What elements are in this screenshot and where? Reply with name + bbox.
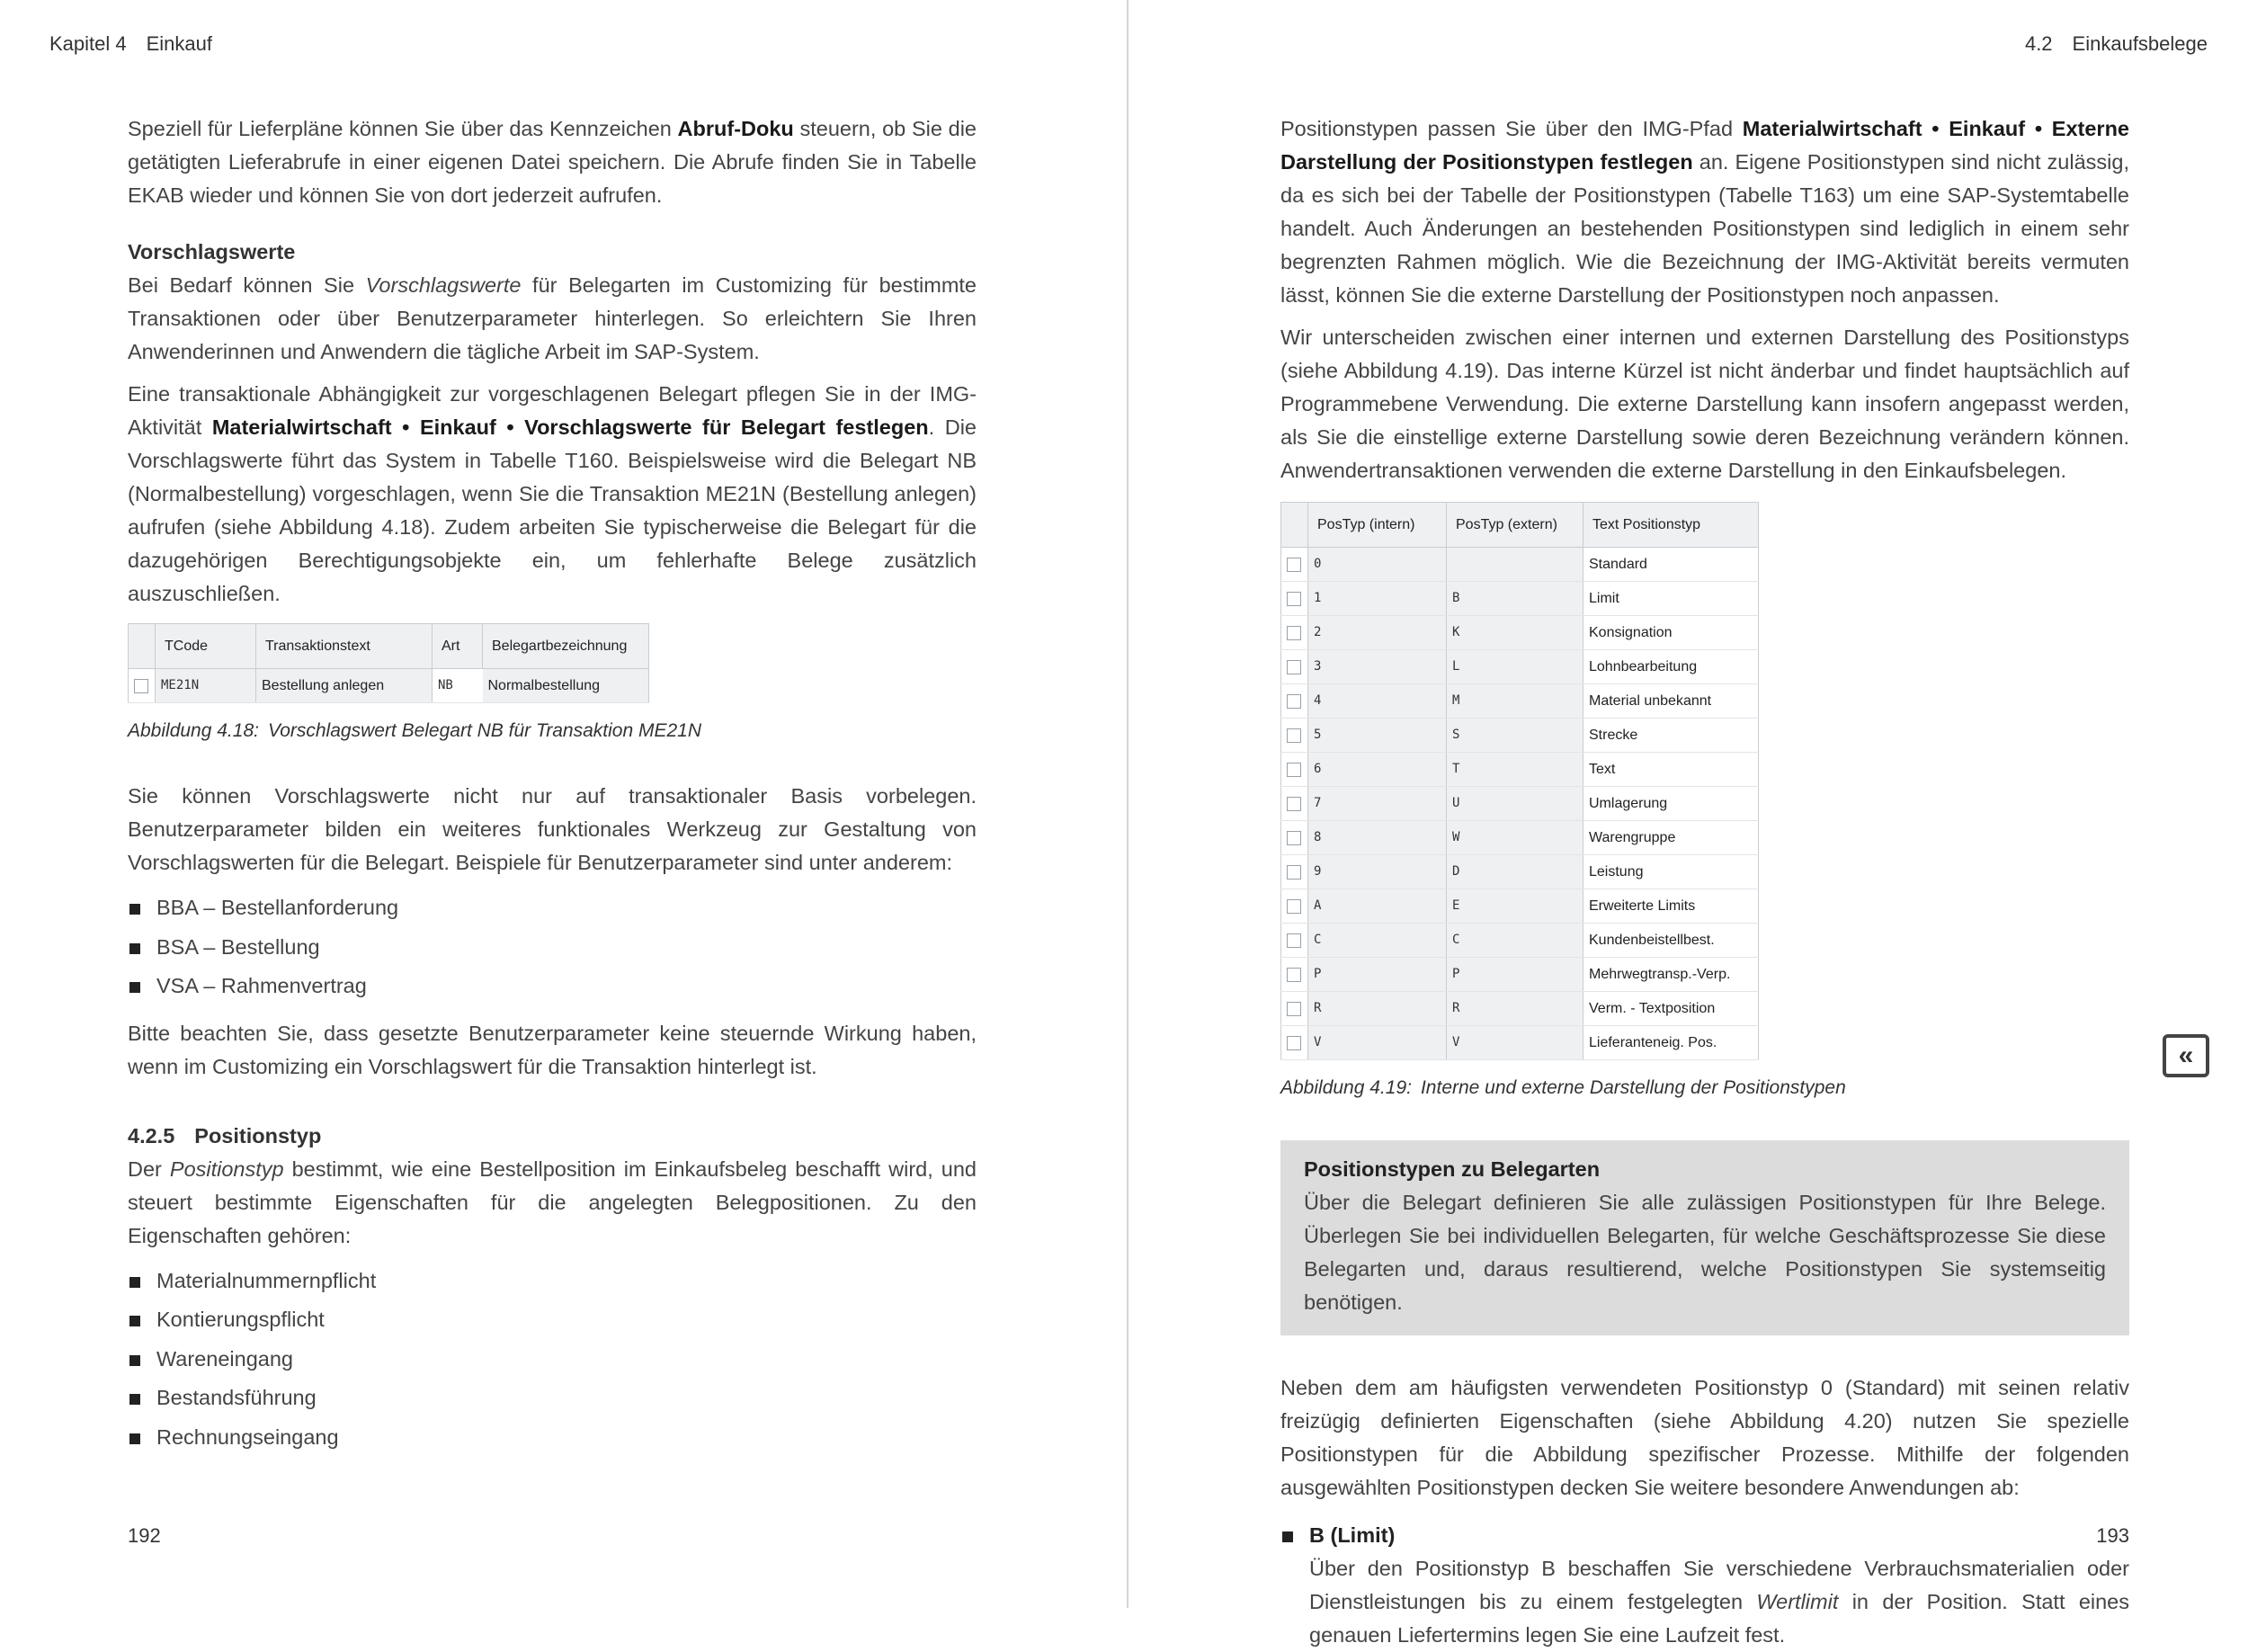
definition-term: B (Limit) xyxy=(1280,1519,2129,1552)
row-selector[interactable] xyxy=(1281,548,1308,582)
row-selector[interactable] xyxy=(1281,958,1308,992)
table-row[interactable] xyxy=(1281,787,1759,821)
running-head-left xyxy=(49,32,232,56)
column-header: Belegartbezeichnung xyxy=(483,624,649,669)
figure-caption: Abbildung 4.19: Interne und externe Darstellung der Positionstypen xyxy=(1280,1077,1846,1098)
column-header: PosTyp (intern) xyxy=(1308,503,1447,548)
table-cell: Strecke xyxy=(1583,719,1759,753)
table-cell: 0 xyxy=(1308,548,1447,582)
table-cell: Bestellung anlegen xyxy=(256,669,433,703)
list-item: VSA – Rahmenvertrag xyxy=(128,967,977,1006)
row-selector[interactable] xyxy=(129,669,156,703)
table-cell: ME21N xyxy=(156,669,256,703)
list-item: Materialnummernpflicht xyxy=(128,1262,977,1301)
page-gutter xyxy=(1127,0,1128,1608)
table-cell: T xyxy=(1447,753,1583,787)
checkbox-icon[interactable] xyxy=(1287,1002,1301,1016)
list-item: Bestandsführung xyxy=(128,1379,977,1418)
checkbox-icon[interactable] xyxy=(1287,933,1301,948)
table-cell: Standard xyxy=(1583,548,1759,582)
list-item: BSA – Bestellung xyxy=(128,928,977,968)
page-number: 193 xyxy=(2096,1524,2129,1547)
table-cell: M xyxy=(1447,684,1583,719)
bullet-list xyxy=(128,889,977,1006)
select-column-header xyxy=(1281,503,1308,548)
row-selector[interactable] xyxy=(1281,924,1308,958)
checkbox-icon[interactable] xyxy=(1287,660,1301,674)
table-cell: S xyxy=(1447,719,1583,753)
table-cell: Umlagerung xyxy=(1583,787,1759,821)
table-row[interactable] xyxy=(1281,992,1759,1026)
checkbox-icon[interactable] xyxy=(1287,763,1301,777)
table-cell: V xyxy=(1447,1026,1583,1060)
table-cell: D xyxy=(1447,855,1583,889)
table-row[interactable] xyxy=(1281,1026,1759,1060)
paragraph: Der Positionstyp bestimmt, wie eine Bestellposition im Einkaufsbeleg beschafft wird, und steuert bestimmte Eigenschaften für die angelegten Belegpositionen. Zu den Eigenschaften gehören: xyxy=(128,1156,977,1247)
table-cell: 4 xyxy=(1308,684,1447,719)
table-cell: 9 xyxy=(1308,855,1447,889)
table-cell: W xyxy=(1447,821,1583,855)
checkbox-icon[interactable] xyxy=(1287,592,1301,606)
list-item: Rechnungseingang xyxy=(128,1418,977,1458)
list-item: BBA – Bestellanforderung xyxy=(128,889,977,928)
column-header: Transaktionstext xyxy=(256,624,433,669)
paragraph: Sie können Vorschlagswerte nicht nur auf transaktionaler Basis vorbelegen. Benutzerparameter bilden ein weiteres funktionales Werkzeug zur Gestaltung von Vorschlagswerten für die Belegart. Beispiele für Benutzerparameter sind unter anderem: xyxy=(128,784,977,874)
table-cell: 7 xyxy=(1308,787,1447,821)
table-cell: Material unbekannt xyxy=(1583,684,1759,719)
bullet-list xyxy=(128,1262,977,1458)
running-head-right xyxy=(2005,32,2208,56)
row-selector[interactable] xyxy=(1281,787,1308,821)
column-header: TCode xyxy=(156,624,256,669)
table-cell: 2 xyxy=(1308,616,1447,650)
paragraph: Bitte beachten Sie, dass gesetzte Benutzerparameter keine steuernde Wirkung haben, wenn im Customizing ein Vorschlagswert für die Transaktion hinterlegt ist. xyxy=(128,1021,977,1078)
chapter-title: Einkauf xyxy=(146,32,213,55)
table-cell: Erweiterte Limits xyxy=(1583,889,1759,924)
checkbox-icon[interactable] xyxy=(1287,1036,1301,1050)
row-selector[interactable] xyxy=(1281,684,1308,719)
table-cell: 1 xyxy=(1308,582,1447,616)
row-selector[interactable] xyxy=(1281,616,1308,650)
subheading-vorschlagswerte: Vorschlagswerte xyxy=(128,240,296,263)
paragraph: Speziell für Lieferpläne können Sie über das Kennzeichen Abruf-Doku steuern, ob Sie die getätigten Lieferabrufe in einer eigenen Datei speichern. Die Abrufe finden Sie in Tabelle EKAB wieder und können Sie von dort jederzeit aufrufen. xyxy=(128,117,977,207)
table-cell: Kundenbeistellbest. xyxy=(1583,924,1759,958)
table-row[interactable] xyxy=(1281,616,1759,650)
info-box-title: Positionstypen zu Belegarten xyxy=(1304,1157,1601,1181)
table-cell: L xyxy=(1447,650,1583,684)
chapter-label: Kapitel 4 xyxy=(49,32,127,55)
checkbox-icon[interactable] xyxy=(1287,899,1301,914)
table-row[interactable] xyxy=(1281,924,1759,958)
table-row[interactable] xyxy=(1281,958,1759,992)
checkbox-icon[interactable] xyxy=(1287,626,1301,640)
table-cell: 8 xyxy=(1308,821,1447,855)
table-row[interactable] xyxy=(1281,753,1759,787)
checkbox-icon[interactable] xyxy=(1287,558,1301,572)
page-number: 192 xyxy=(128,1524,161,1547)
table-cell: NB xyxy=(433,669,483,703)
figure-4-18-table xyxy=(128,623,649,703)
checkbox-icon[interactable] xyxy=(1287,797,1301,811)
table-cell: R xyxy=(1308,992,1447,1026)
table-row[interactable] xyxy=(1281,582,1759,616)
info-box-text: Über die Belegart definieren Sie alle zulässigen Positionstypen für Ihre Belege. Überlegen Sie bei individuellen Belegarten, für welche Geschäftsprozesse Sie diese Belegarten und, daraus resultierend, welche Positionstypen Sie systemseitig benötigen. xyxy=(1304,1191,2106,1314)
table-row[interactable] xyxy=(1281,855,1759,889)
select-column-header xyxy=(129,624,156,669)
row-selector[interactable] xyxy=(1281,650,1308,684)
table-row[interactable] xyxy=(1281,821,1759,855)
paragraph: Bei Bedarf können Sie Vorschlagswerte für Belegarten im Customizing für bestimmte Transaktionen oder über Benutzerparameter hinterlegen. So erleichtern Sie Ihren Anwenderinnen und Anwendern die tägliche Arbeit im SAP-System. xyxy=(128,273,977,363)
section-heading: 4.2.5 Positionstyp xyxy=(128,1123,322,1147)
right-column xyxy=(1280,112,2129,1652)
table-cell: Leistung xyxy=(1583,855,1759,889)
table-cell: Limit xyxy=(1583,582,1759,616)
definition-body: Über den Positionstyp B beschaffen Sie verschiedene Verbrauchsmaterialien oder Dienstleistungen bis zu einem festgelegten Wertlimit in der Position. Statt eines genauen Liefertermins legen Sie eine Laufzeit fest. xyxy=(1309,1557,2129,1647)
row-selector[interactable] xyxy=(1281,889,1308,924)
list-item: Kontierungspflicht xyxy=(128,1300,977,1340)
table-cell: C xyxy=(1447,924,1583,958)
table-cell: U xyxy=(1447,787,1583,821)
table-cell xyxy=(1447,548,1583,582)
table-cell: 3 xyxy=(1308,650,1447,684)
table-cell: P xyxy=(1447,958,1583,992)
table-row[interactable] xyxy=(129,669,649,703)
row-selector[interactable] xyxy=(1281,1026,1308,1060)
left-column xyxy=(128,112,977,1468)
info-box xyxy=(1280,1140,2129,1335)
row-selector[interactable] xyxy=(1281,855,1308,889)
table-cell: Konsignation xyxy=(1583,616,1759,650)
paragraph: Wir unterscheiden zwischen einer internen und externen Darstellung des Positionstyps (siehe Abbildung 4.19). Das interne Kürzel ist nicht änderbar und findet hauptsächlich auf Programmebene Verwendung. Die externe Darstellung kann insofern angepasst werden, als Sie die einstellige externe Darstellung sowie deren Bezeichnung verändern können. Anwendertransaktionen verwenden die externe Darstellung in den Einkaufsbelegen. xyxy=(1280,326,2129,482)
row-selector[interactable] xyxy=(1281,719,1308,753)
paragraph: Positionstypen passen Sie über den IMG-Pfad Materialwirtschaft • Einkauf • Externe Darstellung der Positionstypen festlegen an. Eigene Positionstypen sind nicht zulässig, da es sich bei der Tabelle der Positionstypen (Tabelle T163) um eine SAP-Systemtabelle handelt. Auch Änderungen an bestehenden Positionstypen sind lediglich in einem sehr begrenzten Rahmen möglich. Wie die Bezeichnung der IMG-Aktivität bereits vermuten lässt, können Sie die externe Darstellung der Positionstypen noch anpassen. xyxy=(1280,117,2130,307)
list-item: Wareneingang xyxy=(128,1340,977,1380)
row-selector[interactable] xyxy=(1281,582,1308,616)
table-cell: Lieferanteneig. Pos. xyxy=(1583,1026,1759,1060)
checkbox-icon[interactable] xyxy=(1287,831,1301,845)
column-header: PosTyp (extern) xyxy=(1447,503,1583,548)
table-row[interactable] xyxy=(1281,650,1759,684)
table-cell: A xyxy=(1308,889,1447,924)
column-header: Text Positionstyp xyxy=(1583,503,1759,548)
definition-list xyxy=(1280,1519,2129,1652)
table-cell: K xyxy=(1447,616,1583,650)
table-cell: E xyxy=(1447,889,1583,924)
paragraph: Eine transaktionale Abhängigkeit zur vorgeschlagenen Belegart pflegen Sie in der IMG-Aktivität Materialwirtschaft • Einkauf • Vorschlagswerte für Belegart festlegen. Die Vorschlagswerte führt das System in Tabelle T160. Beispielsweise wird die Belegart NB (Normalbestellung) vorgeschlagen, wenn Sie die Transaktion ME21N (Bestellung anlegen) aufrufen (siehe Abbildung 4.18). Zudem arbeiten Sie typischerweise die Belegart für die dazugehörigen Berechtigungsobjekte ein, um fehlerhafte Belege zusätzlich auszuschließen. xyxy=(128,382,977,605)
table-row[interactable] xyxy=(1281,889,1759,924)
publisher-logo-icon: « xyxy=(2163,1034,2209,1077)
table-cell: B xyxy=(1447,582,1583,616)
paragraph: Neben dem am häufigsten verwendeten Positionstyp 0 (Standard) mit seinen relativ freizügig definierten Eigenschaften (siehe Abbildung 4.20) nutzen Sie spezielle Positionstypen für die Abbildung spezifischer Prozesse. Mithilfe der folgenden ausgewählten Positionstypen decken Sie weitere besondere Anwendungen ab: xyxy=(1280,1376,2129,1499)
checkbox-icon[interactable] xyxy=(1287,694,1301,709)
left-page xyxy=(0,0,1127,1608)
table-cell: Text xyxy=(1583,753,1759,787)
table-row[interactable] xyxy=(1281,719,1759,753)
figure-4-19-table xyxy=(1280,502,1759,1060)
section-title: Einkaufsbelege xyxy=(2072,32,2208,55)
table-cell: Lohnbearbeitung xyxy=(1583,650,1759,684)
checkbox-icon[interactable] xyxy=(134,679,148,693)
row-selector[interactable] xyxy=(1281,821,1308,855)
section-number: 4.2 xyxy=(2024,32,2053,55)
table-body xyxy=(1281,548,1759,1060)
row-selector[interactable] xyxy=(1281,992,1308,1026)
checkbox-icon[interactable] xyxy=(1287,968,1301,982)
checkbox-icon[interactable] xyxy=(1287,865,1301,880)
figure-caption: Abbildung 4.18: Vorschlagswert Belegart NB für Transaktion ME21N xyxy=(128,720,701,741)
table-cell: 5 xyxy=(1308,719,1447,753)
table-cell: C xyxy=(1308,924,1447,958)
table-cell: 6 xyxy=(1308,753,1447,787)
table-cell: V xyxy=(1308,1026,1447,1060)
right-page xyxy=(1130,0,2257,1647)
table-cell: Warengruppe xyxy=(1583,821,1759,855)
column-header: Art xyxy=(433,624,483,669)
checkbox-icon[interactable] xyxy=(1287,728,1301,743)
row-selector[interactable] xyxy=(1281,753,1308,787)
table-cell: R xyxy=(1447,992,1583,1026)
table-cell: Normalbestellung xyxy=(483,669,649,703)
table-row[interactable] xyxy=(1281,548,1759,582)
table-cell: P xyxy=(1308,958,1447,992)
table-cell: Verm. - Textposition xyxy=(1583,992,1759,1026)
table-cell: Mehrwegtransp.-Verp. xyxy=(1583,958,1759,992)
table-row[interactable] xyxy=(1281,684,1759,719)
